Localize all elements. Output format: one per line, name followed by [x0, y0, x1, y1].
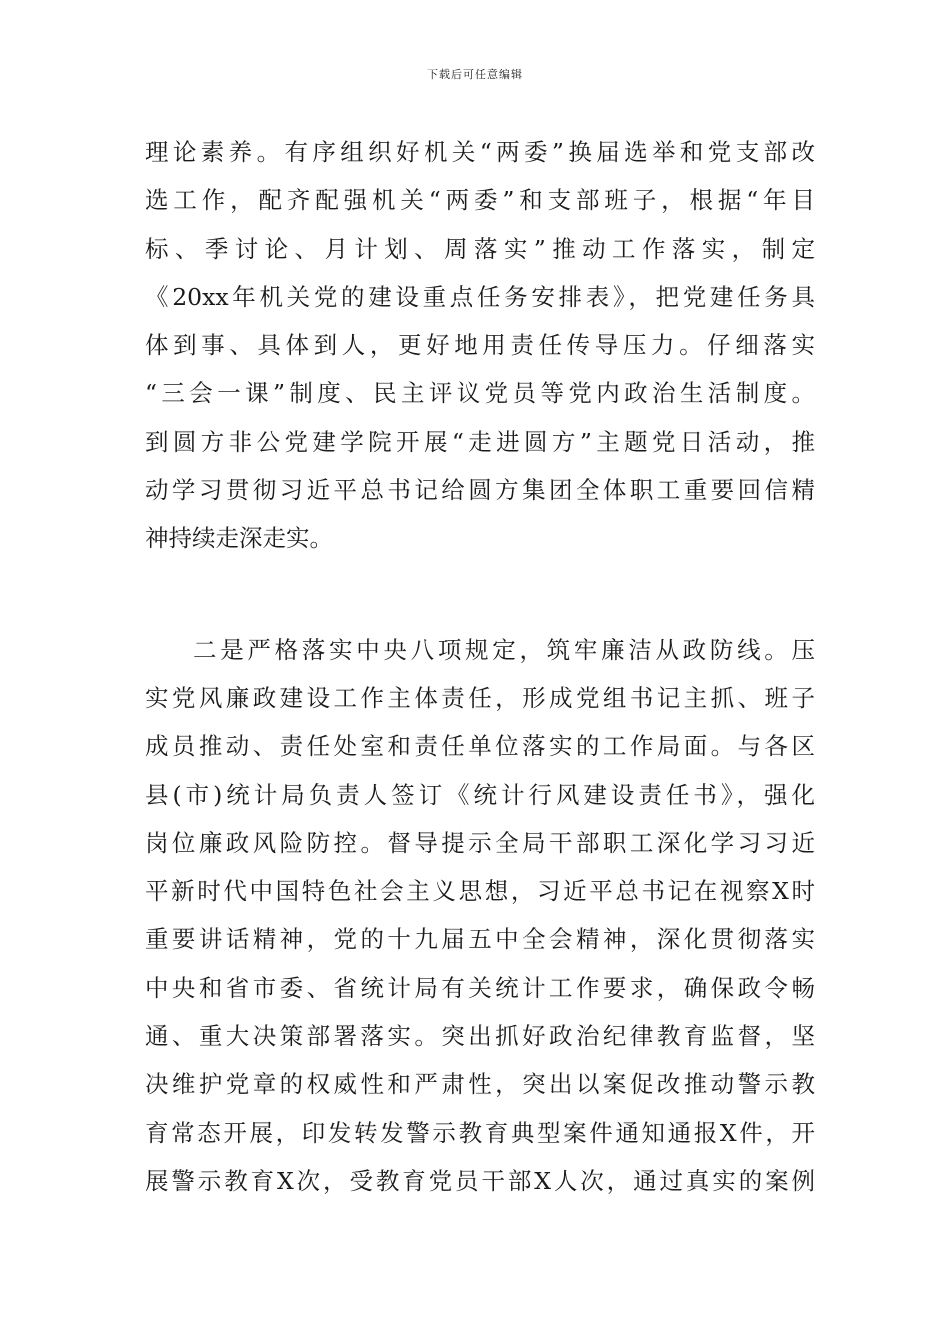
paragraph-spacer — [145, 563, 815, 626]
text-line: 中央和省市委、省统计局有关统计工作要求，确保政令畅 — [145, 973, 815, 1002]
paragraph-2 — [145, 626, 815, 1206]
paragraph-1 — [145, 128, 815, 563]
text-line: 实党风廉政建设工作主体责任，形成党组书记主抓、班子 — [145, 683, 815, 712]
text-line: 决维护党章的权威性和严肃性，突出以案促改推动警示教 — [145, 1070, 815, 1099]
text-line: 《20xx年机关党的建设重点任务安排表》，把党建任务具 — [145, 282, 815, 311]
document-body — [145, 128, 815, 1205]
text-line: 平新时代中国特色社会主义思想，习近平总书记在视察X时 — [145, 877, 815, 906]
text-line: “三会一课”制度、民主评议党员等党内政治生活制度。 — [145, 379, 815, 408]
page-header-note: 下载后可任意编辑 — [427, 68, 523, 81]
text-line: 岗位廉政风险防控。督导提示全局干部职工深化学习习近 — [145, 828, 815, 857]
text-line: 选工作，配齐配强机关“两委”和支部班子，根据“年目 — [145, 186, 815, 215]
text-line: 成员推动、责任处室和责任单位落实的工作局面。与各区 — [145, 732, 815, 761]
text-line: 二是严格落实中央八项规定，筑牢廉洁从政防线。压 — [193, 635, 815, 664]
text-line: 理论素养。有序组织好机关“两委”换届选举和党支部改 — [145, 138, 815, 166]
text-line: 展警示教育X次，受教育党员干部X人次，通过真实的案例 — [145, 1166, 815, 1195]
text-line: 育常态开展，印发转发警示教育典型案件通知通报X件，开 — [145, 1118, 815, 1147]
text-line: 神持续走深走实。 — [145, 524, 333, 553]
text-line: 标、季讨论、月计划、周落实”推动工作落实，制定 — [145, 234, 815, 263]
text-line: 县(市)统计局负责人签订《统计行风建设责任书》，强化 — [145, 780, 815, 809]
text-line: 到圆方非公党建学院开展“走进圆方”主题党日活动，推 — [145, 427, 815, 456]
text-line: 重要讲话精神，党的十九届五中全会精神，深化贯彻落实 — [145, 925, 815, 954]
text-line: 动学习贯彻习近平总书记给圆方集团全体职工重要回信精 — [145, 476, 815, 505]
text-line: 通、重大决策部署落实。突出抓好政治纪律教育监督，坚 — [145, 1022, 815, 1051]
text-line: 体到事、具体到人，更好地用责任传导压力。仔细落实 — [145, 331, 815, 360]
